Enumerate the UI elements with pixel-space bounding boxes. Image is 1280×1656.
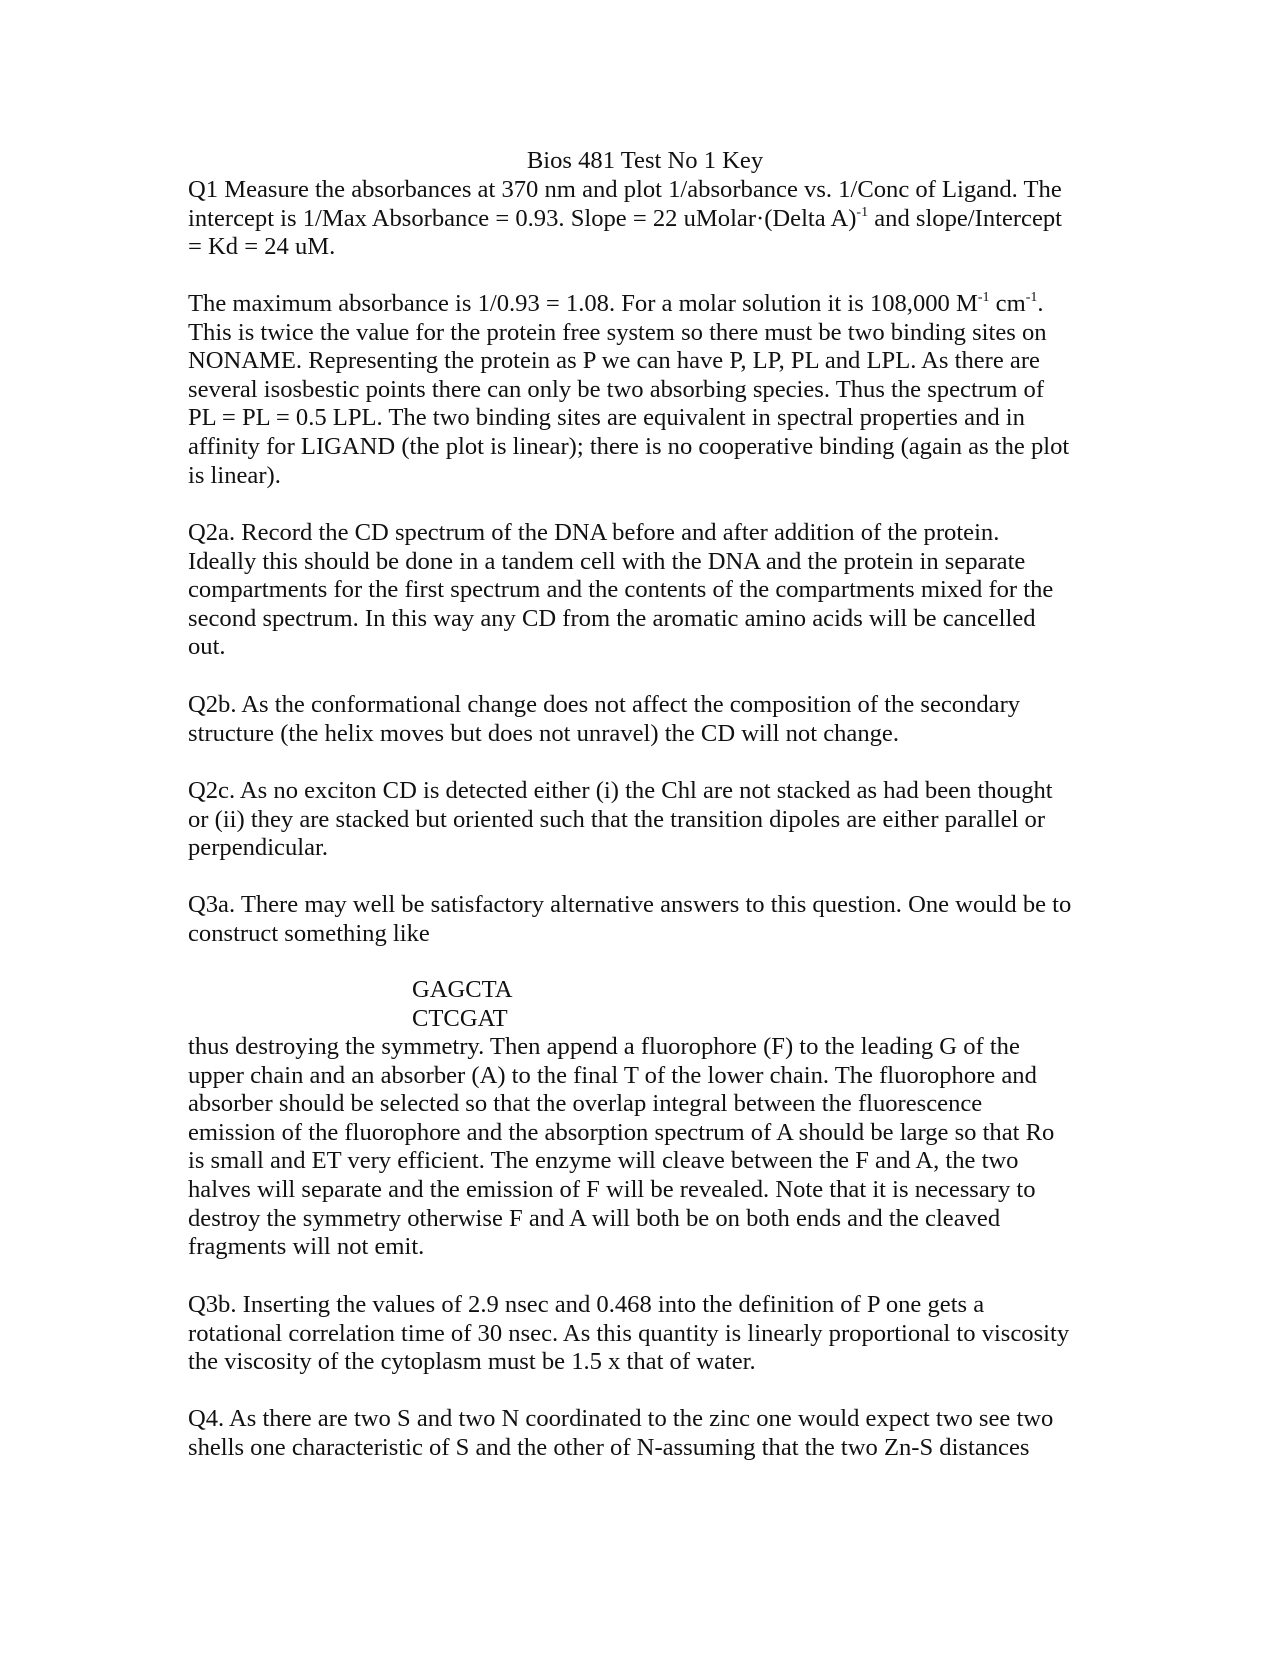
page-title: Bios 481 Test No 1 Key [526,147,764,174]
text-line: halves will separate and the emission of F will be revealed. Note that it is necessary to [188,1175,1036,1203]
text-line: shells one characteristic of S and the other of N-assuming that the two Zn-S distances [188,1433,1030,1461]
text-line: upper chain and an absorber (A) to the final T of the lower chain. The fluorophore and [188,1061,1037,1089]
text-line: This is twice the value for the protein free system so there must be two binding sites on [188,318,1047,346]
text-line: Q2c. As no exciton CD is detected either (i) the Chl are not stacked as had been thought [188,777,1053,804]
text-line: rotational correlation time of 30 nsec. As this quantity is linearly proportional to viscosity [188,1319,1070,1347]
text-line: The maximum absorbance is 1/0.93 = 1.08. For a molar solution it is 108,000 $M^{-1}$ $cm^{-1}$. [188,290,1044,317]
text-line: thus destroying the symmetry. Then append a fluorophore (F) to the leading G of the [188,1033,1020,1060]
text-line: emission of the fluorophore and the absorption spectrum of A should be large so that Ro [188,1118,1055,1146]
text-line: fragments will not emit. [188,1233,425,1261]
text-line: affinity for LIGAND (the plot is linear); there is no cooperative binding (again as the plot [188,432,1070,460]
q2b-paragraph [188,691,1098,748]
q3a-continued-paragraph [188,1033,1098,1262]
q4-paragraph [188,1405,1098,1462]
text-line: the viscosity of the cytoplasm must be 1.5 x that of water. [188,1348,756,1376]
text-line: Q3a. There may well be satisfactory alternative answers to this question. One would be to [188,891,1072,918]
text-line: Q4. As there are two S and two N coordinated to the zinc one would expect two see two [188,1405,1054,1432]
text-line: compartments for the first spectrum and the contents of the compartments mixed for the [188,576,1054,604]
dna-sequence [412,976,513,1033]
text-line: Q2a. Record the CD spectrum of the DNA before and after addition of the protein. [188,519,1000,546]
text-line: out. [188,633,226,661]
text-line: Q1 Measure the absorbances at 370 nm and plot 1/absorbance vs. 1/Conc of Ligand. The [188,176,1062,203]
text-line: Ideally this should be done in a tandem cell with the DNA and the protein in separate [188,547,1026,575]
text-line: construct something like [188,919,430,947]
text-line: intercept is 1/Max Absorbance = 0.93. Slope = 22 uMolar·(Delta A)$^{-1}$ and slope/Intercept [188,204,1063,232]
text-line: structure (the helix moves but does not unravel) the CD will not change. [188,719,899,747]
text-line: or (ii) they are stacked but oriented such that the transition dipoles are either parallel or [188,805,1046,833]
text-line: Q3b. Inserting the values of 2.9 nsec and 0.468 into the definition of P one gets a [188,1291,985,1318]
text-line: is linear). [188,461,281,489]
q3a-paragraph [188,891,1098,948]
text-line: perpendicular. [188,834,328,862]
text-line: = Kd = 24 uM. [188,233,336,261]
text-line: Q2b. As the conformational change does not affect the composition of the secondary [188,691,1021,718]
text-line: destroy the symmetry otherwise F and A will both be on both ends and the cleaved [188,1204,1001,1232]
text-line: absorber should be selected so that the overlap integral between the fluorescence [188,1090,983,1118]
text-line: NONAME. Representing the protein as P we can have P, LP, PL and LPL. As there are [188,347,1040,375]
text-line: PL = PL = 0.5 LPL. The two binding sites are equivalent in spectral properties and in [188,404,1025,432]
q1-explanation-paragraph [188,290,1098,490]
q2c-paragraph [188,777,1098,863]
text-line: several isosbestic points there can only be two absorbing species. Thus the spectrum of [188,375,1045,403]
q3b-paragraph [188,1291,1098,1377]
text-line: is small and ET very efficient. The enzyme will cleave between the F and A, the two [188,1147,1019,1175]
text-line: second spectrum. In this way any CD from the aromatic amino acids will be cancelled [188,604,1036,632]
dna-lower-strand: CTCGAT [412,1004,508,1032]
q1-paragraph [188,176,1098,262]
q2a-paragraph [188,519,1098,662]
dna-upper-strand: GAGCTA [412,976,513,1003]
